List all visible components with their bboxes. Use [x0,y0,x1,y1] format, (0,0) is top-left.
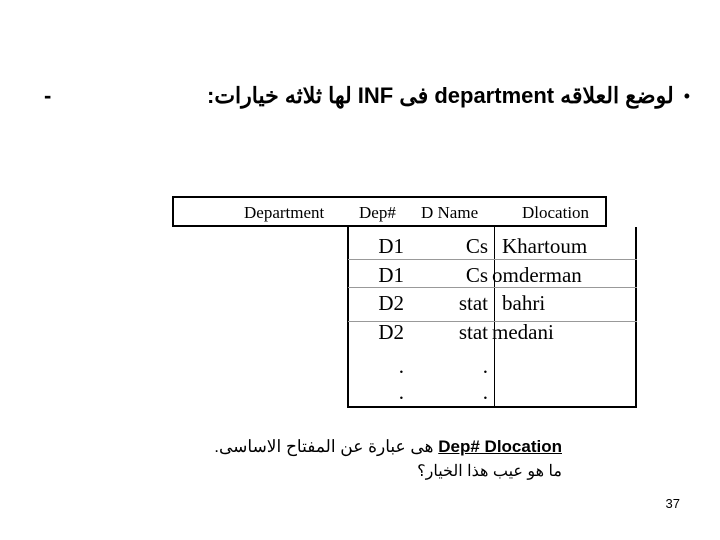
page-number: 37 [665,496,680,511]
primary-key-columns: Dep# Dlocation [438,437,562,456]
header-dlocation: Dlocation [522,203,590,222]
heading-dash: - [44,83,52,108]
slide-heading [100,78,690,114]
header-d-name: D Name [421,203,479,222]
header-dep-number: Dep# [359,203,396,222]
cell-dname: . [482,380,488,404]
primary-key-text: هى عبارة عن المفتاح الاساسى. [214,437,439,456]
cell-dep: . [398,354,404,378]
cell-dlocation: omderman [492,263,582,287]
heading-text: لوضع العلاقه department فى INF لها ثلاثه خيارات: [207,83,674,108]
cell-dname: Cs [465,263,488,287]
cell-dname: stat [458,291,488,315]
cell-dlocation: Khartoum [502,234,588,258]
table-header [172,196,607,227]
cell-dep: . [398,380,404,404]
cell-dlocation: medani [492,320,554,344]
cell-dep: D2 [378,320,404,344]
column-separator [494,227,495,406]
header-department: Department [244,203,325,222]
cell-dname: stat [458,320,488,344]
cell-dname: Cs [465,234,488,258]
cell-dep: D1 [378,263,404,287]
cell-dep: D2 [378,291,404,315]
cell-dlocation: bahri [502,291,546,315]
cell-dname: . [482,354,488,378]
bullet-icon: • [683,86,690,106]
drawback-question: ما هو عيب هذا الخيار؟ [417,463,562,480]
cell-dep: D1 [378,234,404,258]
